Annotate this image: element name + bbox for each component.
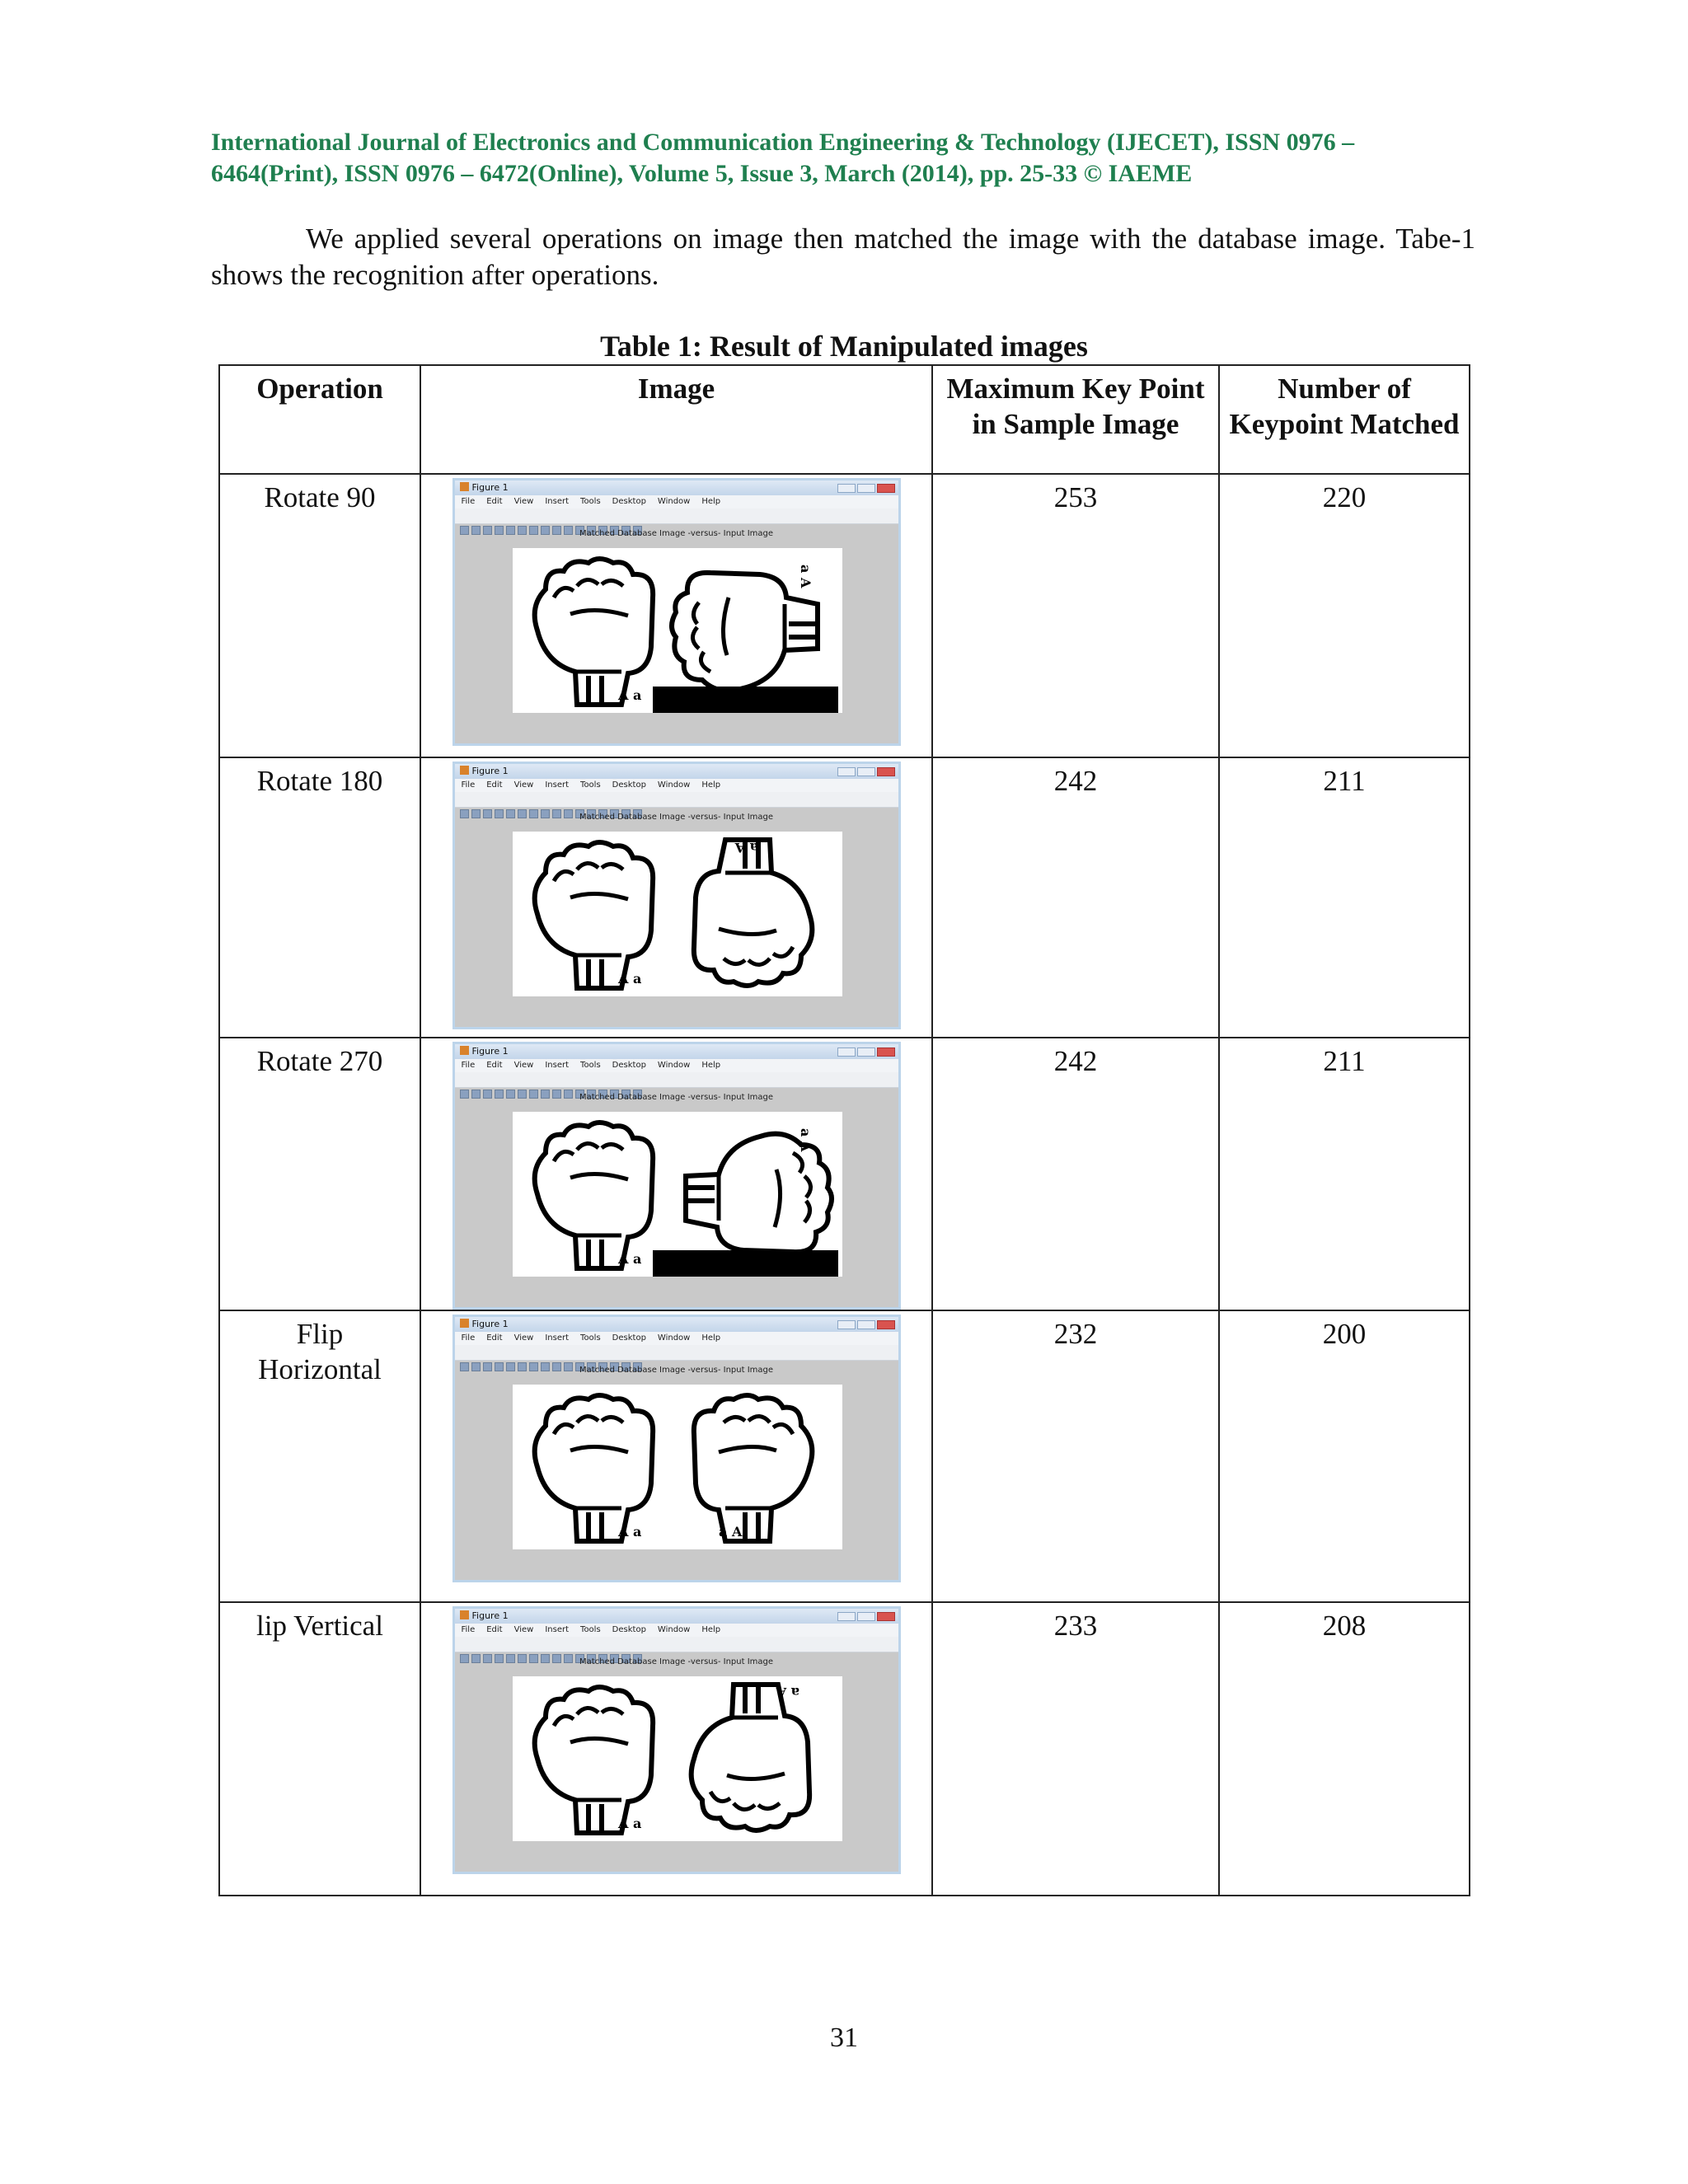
- image-cell: [420, 474, 932, 757]
- image-cell: [420, 757, 932, 1038]
- print-icon: [495, 1362, 504, 1371]
- figure-menubar: [455, 779, 898, 792]
- operation-cell: Rotate 270: [219, 1038, 420, 1310]
- figure-titlebar: [455, 764, 898, 779]
- maximize-icon: [857, 767, 875, 776]
- matched-image-panel: [513, 548, 842, 713]
- pointer-icon: [506, 526, 515, 535]
- pan-icon: [541, 1090, 550, 1099]
- menu-tools: Tools: [580, 1333, 601, 1343]
- menu-edit: Edit: [486, 1625, 503, 1634]
- menu-help: Help: [701, 1333, 721, 1343]
- black-bar: [653, 1250, 838, 1277]
- zoom-out-icon: [529, 1654, 538, 1663]
- maximize-icon: [857, 1612, 875, 1621]
- menu-file: File: [461, 1333, 476, 1343]
- menu-view: View: [513, 780, 534, 790]
- page-number: 31: [830, 2022, 858, 2053]
- header-matched: Number of Keypoint Matched: [1219, 365, 1470, 474]
- zoom-out-icon: [529, 809, 538, 818]
- matlab-figure-screenshot: [452, 478, 901, 746]
- menu-insert: Insert: [545, 1333, 570, 1343]
- table-caption: Table 1: Result of Manipulated images: [600, 330, 1088, 363]
- window-controls: [836, 1047, 895, 1062]
- label-left: A a: [617, 1251, 641, 1267]
- matched-cell: 220: [1219, 474, 1470, 757]
- zoom-in-icon: [518, 1654, 527, 1663]
- label-right: a A: [797, 565, 814, 588]
- operation-cell: Rotate 180: [219, 757, 420, 1038]
- hand-left-icon: [534, 1395, 652, 1541]
- matlab-logo-icon: [460, 1610, 469, 1619]
- results-table: [218, 364, 1470, 1896]
- matched-image-panel: [513, 1112, 842, 1277]
- matched-cell: 211: [1219, 1038, 1470, 1310]
- window-controls: [836, 766, 895, 781]
- new-icon: [460, 1362, 469, 1371]
- menu-window: Window: [657, 1625, 691, 1634]
- menu-insert: Insert: [545, 1061, 570, 1070]
- image-cell: [420, 1310, 932, 1602]
- table-row: [219, 474, 1470, 757]
- pointer-icon: [506, 809, 515, 818]
- menu-help: Help: [701, 497, 721, 506]
- minimize-icon: [837, 1047, 856, 1057]
- save-icon: [483, 526, 492, 535]
- header-operation: Operation: [219, 365, 420, 474]
- header-image: Image: [420, 365, 932, 474]
- menu-desktop: Desktop: [612, 1333, 646, 1343]
- figure-window-title: Figure 1: [471, 482, 509, 493]
- hand-left-icon: [534, 842, 652, 988]
- max-keypoints-cell: 232: [932, 1310, 1219, 1602]
- hand-sign-images: [513, 832, 842, 996]
- zoom-out-icon: [529, 1362, 538, 1371]
- open-icon: [471, 1654, 481, 1663]
- table-row: [219, 757, 1470, 1038]
- figure-menubar: [455, 1624, 898, 1637]
- menu-desktop: Desktop: [612, 1061, 646, 1070]
- save-icon: [483, 1362, 492, 1371]
- matlab-figure-screenshot: [452, 1042, 901, 1310]
- figure-toolbar: [455, 1637, 898, 1652]
- menu-window: Window: [657, 1333, 691, 1343]
- figure-window-title: Figure 1: [471, 1319, 509, 1329]
- menu-window: Window: [657, 1061, 691, 1070]
- table-row: [219, 1038, 1470, 1310]
- figure-titlebar: [455, 1609, 898, 1624]
- menu-help: Help: [701, 780, 721, 790]
- zoom-in-icon: [518, 526, 527, 535]
- minimize-icon: [837, 484, 856, 493]
- print-icon: [495, 809, 504, 818]
- header-max-keypoints: Maximum Key Point in Sample Image: [932, 365, 1219, 474]
- table-row: [219, 1310, 1470, 1602]
- hand-left-icon: [534, 1122, 652, 1268]
- new-icon: [460, 1654, 469, 1663]
- menu-tools: Tools: [580, 497, 601, 506]
- pan-icon: [541, 526, 550, 535]
- pan-icon: [541, 809, 550, 818]
- journal-header: International Journal of Electronics and Communication Engineering & Technology (IJECET), ISSN 0976 – 6464(Print), ISSN 0976 – 6472(Online), Volume 5, Issue 3, March (2014), pp. 25-33 © IAEME: [211, 129, 1355, 187]
- rotate-icon: [552, 526, 561, 535]
- close-icon: [877, 1612, 895, 1621]
- window-controls: [836, 1611, 895, 1626]
- zoom-in-icon: [518, 809, 527, 818]
- pan-icon: [541, 1362, 550, 1371]
- label-right: a A: [797, 1128, 814, 1152]
- matched-image-panel: [513, 1385, 842, 1549]
- figure-plot-title: Matched Database Image -versus- Input Image: [579, 813, 774, 822]
- save-icon: [483, 1654, 492, 1663]
- close-icon: [877, 1320, 895, 1329]
- menu-view: View: [513, 1061, 534, 1070]
- new-icon: [460, 526, 469, 535]
- menu-tools: Tools: [580, 1061, 601, 1070]
- operation-cell: lip Vertical: [219, 1602, 420, 1896]
- print-icon: [495, 526, 504, 535]
- matlab-figure-screenshot: [452, 1315, 901, 1582]
- pointer-icon: [506, 1090, 515, 1099]
- datacursor-icon: [564, 1654, 573, 1663]
- open-icon: [471, 1362, 481, 1371]
- figure-plot-title: Matched Database Image -versus- Input Image: [579, 1366, 774, 1375]
- menu-insert: Insert: [545, 497, 570, 506]
- image-cell: [420, 1602, 932, 1896]
- label-right: a A: [734, 840, 758, 855]
- figure-plot-title: Matched Database Image -versus- Input Image: [579, 1657, 774, 1666]
- matlab-figure-screenshot: [452, 762, 901, 1029]
- hand-right-icon: [691, 1685, 809, 1830]
- label-left: A a: [617, 1816, 641, 1831]
- hand-sign-images: [513, 1112, 842, 1277]
- print-icon: [495, 1654, 504, 1663]
- maximize-icon: [857, 1320, 875, 1329]
- window-controls: [836, 1319, 895, 1334]
- open-icon: [471, 809, 481, 818]
- menu-view: View: [513, 1333, 534, 1343]
- matched-cell: 211: [1219, 757, 1470, 1038]
- menu-file: File: [461, 497, 476, 506]
- menu-desktop: Desktop: [612, 1625, 646, 1634]
- hand-left-icon: [534, 1687, 652, 1833]
- figure-window-title: Figure 1: [471, 1046, 509, 1057]
- window-controls: [836, 483, 895, 498]
- matched-image-panel: [513, 832, 842, 996]
- zoom-in-icon: [518, 1362, 527, 1371]
- menu-desktop: Desktop: [612, 497, 646, 506]
- save-icon: [483, 1090, 492, 1099]
- figure-menubar: [455, 495, 898, 509]
- label-left: A a: [617, 687, 641, 703]
- hand-sign-images: [513, 1676, 842, 1841]
- figure-window-title: Figure 1: [471, 1610, 509, 1621]
- label-right: a A: [776, 1685, 799, 1700]
- new-icon: [460, 809, 469, 818]
- figure-menubar: [455, 1059, 898, 1072]
- menu-insert: Insert: [545, 1625, 570, 1634]
- menu-help: Help: [701, 1625, 721, 1634]
- datacursor-icon: [564, 1090, 573, 1099]
- hand-sign-images: [513, 548, 842, 713]
- menu-view: View: [513, 497, 534, 506]
- maximize-icon: [857, 1047, 875, 1057]
- minimize-icon: [837, 1320, 856, 1329]
- matched-cell: 200: [1219, 1310, 1470, 1602]
- figure-toolbar: [455, 1345, 898, 1361]
- matlab-logo-icon: [460, 1046, 469, 1055]
- menu-file: File: [461, 780, 476, 790]
- menu-window: Window: [657, 497, 691, 506]
- maximize-icon: [857, 484, 875, 493]
- matched-cell: 208: [1219, 1602, 1470, 1896]
- hand-left-icon: [534, 559, 652, 705]
- datacursor-icon: [564, 809, 573, 818]
- figure-toolbar: [455, 792, 898, 808]
- hand-right-icon: [672, 573, 818, 691]
- zoom-in-icon: [518, 1090, 527, 1099]
- operation-cell: Rotate 90: [219, 474, 420, 757]
- menu-edit: Edit: [486, 1333, 503, 1343]
- image-cell: [420, 1038, 932, 1310]
- pointer-icon: [506, 1362, 515, 1371]
- zoom-out-icon: [529, 526, 538, 535]
- intro-paragraph: We applied several operations on image then matched the image with the database image. Tabe-1 shows the recognition after operations.: [211, 223, 1475, 291]
- label-left: A a: [617, 1524, 641, 1540]
- new-icon: [460, 1090, 469, 1099]
- pointer-icon: [506, 1654, 515, 1663]
- figure-titlebar: [455, 1044, 898, 1059]
- figure-toolbar: [455, 1072, 898, 1088]
- max-keypoints-cell: 242: [932, 757, 1219, 1038]
- close-icon: [877, 767, 895, 776]
- menu-window: Window: [657, 780, 691, 790]
- menu-help: Help: [701, 1061, 721, 1070]
- close-icon: [877, 484, 895, 493]
- minimize-icon: [837, 767, 856, 776]
- rotate-icon: [552, 809, 561, 818]
- hand-sign-images: [513, 1385, 842, 1549]
- open-icon: [471, 526, 481, 535]
- menu-edit: Edit: [486, 1061, 503, 1070]
- figure-toolbar: [455, 509, 898, 524]
- label-right: a A: [718, 1524, 742, 1540]
- label-left: A a: [617, 971, 641, 987]
- matlab-figure-screenshot: [452, 1606, 901, 1874]
- pan-icon: [541, 1654, 550, 1663]
- menu-tools: Tools: [580, 780, 601, 790]
- max-keypoints-cell: 253: [932, 474, 1219, 757]
- menu-file: File: [461, 1625, 476, 1634]
- matlab-logo-icon: [460, 766, 469, 775]
- hand-right-icon: [693, 1395, 811, 1541]
- matlab-logo-icon: [460, 482, 469, 491]
- matlab-logo-icon: [460, 1319, 469, 1328]
- max-keypoints-cell: 233: [932, 1602, 1219, 1896]
- open-icon: [471, 1090, 481, 1099]
- menu-tools: Tools: [580, 1625, 601, 1634]
- rotate-icon: [552, 1090, 561, 1099]
- menu-file: File: [461, 1061, 476, 1070]
- table-row: [219, 1602, 1470, 1896]
- figure-plot-title: Matched Database Image -versus- Input Image: [579, 529, 774, 538]
- print-icon: [495, 1090, 504, 1099]
- figure-menubar: [455, 1332, 898, 1345]
- table-header-row: [219, 365, 1470, 474]
- zoom-out-icon: [529, 1090, 538, 1099]
- figure-plot-title: Matched Database Image -versus- Input Image: [579, 1093, 774, 1102]
- minimize-icon: [837, 1612, 856, 1621]
- matched-image-panel: [513, 1676, 842, 1841]
- figure-titlebar: [455, 480, 898, 495]
- menu-view: View: [513, 1625, 534, 1634]
- rotate-icon: [552, 1654, 561, 1663]
- hand-right-icon: [693, 840, 811, 986]
- figure-titlebar: [455, 1317, 898, 1332]
- menu-edit: Edit: [486, 497, 503, 506]
- black-bar: [653, 687, 838, 713]
- menu-edit: Edit: [486, 780, 503, 790]
- operation-cell: Flip Horizontal: [219, 1310, 420, 1602]
- datacursor-icon: [564, 526, 573, 535]
- close-icon: [877, 1047, 895, 1057]
- menu-insert: Insert: [545, 780, 570, 790]
- save-icon: [483, 809, 492, 818]
- max-keypoints-cell: 242: [932, 1038, 1219, 1310]
- menu-desktop: Desktop: [612, 780, 646, 790]
- datacursor-icon: [564, 1362, 573, 1371]
- rotate-icon: [552, 1362, 561, 1371]
- figure-window-title: Figure 1: [471, 766, 509, 776]
